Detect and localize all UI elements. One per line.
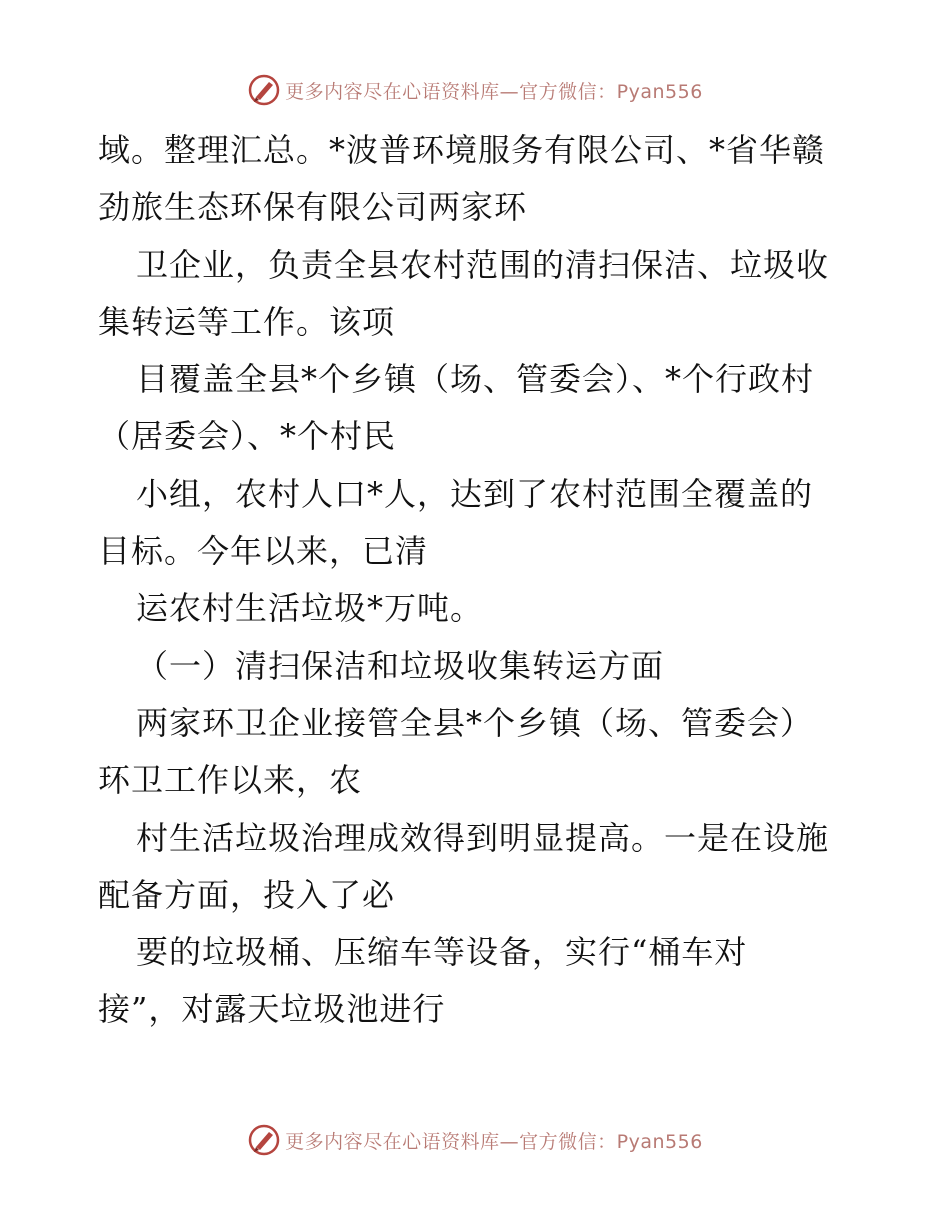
header-watermark-text: 更多内容尽在心语资料库—官方微信：Pyan556 xyxy=(285,80,703,103)
document-body xyxy=(98,122,868,1039)
text-line: 集转运等工作。该项 xyxy=(98,302,396,341)
text-line: 村生活垃圾治理成效得到明显提高。一是在设施 xyxy=(136,818,830,857)
text-line: 域。整理汇总。*波普环境服务有限公司、*省华赣 xyxy=(98,131,826,169)
text-line: 劲旅生态环保有限公司两家环 xyxy=(98,188,528,227)
text-line: 两家环卫企业接管全县*个乡镇（场、管委会） xyxy=(136,703,814,742)
text-line: 目标。今年以来，已清 xyxy=(98,532,429,571)
text-line: 运农村生活垃圾*万吨。 xyxy=(136,589,484,628)
pen-logo-icon xyxy=(247,73,281,107)
footer-watermark-text: 更多内容尽在心语资料库—官方微信：Pyan556 xyxy=(285,1130,703,1153)
section-heading: （一）清扫保洁和垃圾收集转运方面 xyxy=(136,646,665,685)
text-line: 要的垃圾桶、压缩车等设备，实行“桶车对 xyxy=(136,933,748,972)
text-line: （居委会）、*个村民 xyxy=(98,417,397,456)
text-line: 接”，对露天垃圾池进行 xyxy=(98,990,446,1029)
text-line: 环卫工作以来，农 xyxy=(98,761,363,800)
header-watermark xyxy=(0,70,950,110)
text-line: 卫企业，负责全县农村范围的清扫保洁、垃圾收 xyxy=(136,245,830,284)
pen-logo-icon xyxy=(247,1123,281,1157)
text-line: 配备方面，投入了必 xyxy=(98,875,396,914)
footer-watermark xyxy=(0,1120,950,1160)
text-line: 小组，农村人口*人，达到了农村范围全覆盖的 xyxy=(136,474,814,513)
text-line: 目覆盖全县*个乡镇（场、管委会）、*个行政村 xyxy=(136,360,815,399)
